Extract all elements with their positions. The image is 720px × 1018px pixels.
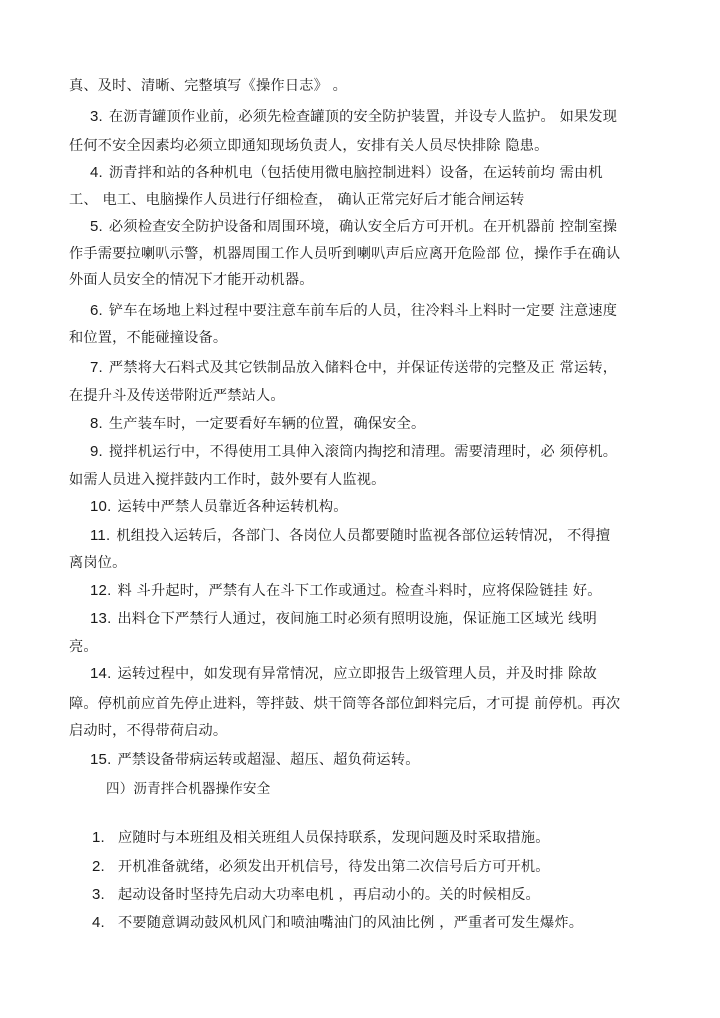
section-heading: 四）沥青拌合机器操作安全 (106, 781, 271, 797)
item-number: 9. (90, 443, 103, 460)
text-line: 严禁将大石料式及其它铁制品放入储料仓中，并保证传送带的完整及正 常运转， (108, 360, 618, 376)
item-text: 开机准备就绪，必须发出开机信号，待发出第二次信号后方可开机。 (118, 859, 550, 875)
list-item-10 (90, 497, 348, 517)
text-line: 工、 电工、电脑操作人员进行仔细检查， 确认正常完好后才能合闸运转 (69, 192, 525, 208)
text-line: 运转过程中，如发现有异常情况，应立即报告上级管理人员，并及时排 除故 (117, 666, 597, 682)
item-text: 不要随意调动鼓风机风门和喷油嘴油门的风油比例 ，严重者可发生爆炸。 (118, 915, 584, 931)
text-line: 真、及时、清晰、完整填写《操作日志》 。 (69, 78, 348, 94)
list-item-14 (90, 664, 597, 684)
text-line: 亮。 (69, 639, 98, 655)
item-number: 14. (90, 665, 112, 682)
item-number: 2. (92, 858, 105, 875)
list-item-9 (90, 442, 617, 462)
item-number: 1. (92, 829, 105, 846)
text-line: 铲车在场地上料过程中要注意车前车后的人员，往冷料斗上料时一定要 注意速度 (108, 303, 618, 319)
item-number: 12. (90, 582, 112, 599)
text-line: 启动时，不得带荷启动。 (69, 723, 228, 739)
list-item-8 (90, 414, 425, 434)
item-number: 7. (90, 359, 103, 376)
text-line: 生产装车时，一定要看好车辆的位置，确保安全。 (108, 416, 426, 432)
list-item-11 (90, 526, 610, 546)
list-item-7 (90, 358, 617, 378)
text-line: 料 斗升起时，严禁有人在斗下工作或通过。检查斗料时，应将保险链挂 好。 (117, 583, 602, 599)
list-item-5 (90, 217, 617, 237)
text-line: 在提升斗及传送带附近严禁站人。 (69, 388, 285, 404)
section-item-1 (92, 828, 550, 848)
item-text: 起动设备时坚持先启动大功率电机 ，再启动小的。关的时候相反。 (118, 887, 540, 903)
text-line: 和位置，不能碰撞设备。 (69, 330, 228, 346)
text-line: 机组投入运转后，各部门、各岗位人员都要随时监视各部位运转情况， 不得擅 (116, 528, 611, 544)
text-line: 如需人员进入搅拌鼓内工作时，鼓外要有人监视。 (69, 472, 386, 488)
text-line: 离岗位。 (69, 555, 127, 571)
text-line: 必须检查安全防护设备和周围环境，确认安全后方可开机。在开机器前 控制室操 (108, 219, 618, 235)
list-item-6 (90, 301, 617, 321)
list-item-12 (90, 581, 602, 601)
text-line: 搅拌机运行中，不得使用工具伸入滚筒内掏挖和清理。需要清理时，必 须停机。 (108, 444, 618, 460)
item-number: 10. (90, 498, 112, 515)
text-line: 作手需要拉喇叭示警，机器周围工作人员听到喇叭声后应离开危险部 位，操作手在确认 (69, 246, 621, 262)
item-number: 3. (90, 108, 103, 125)
item-text: 应随时与本班组及相关班组人员保持联系，发现问题及时采取措施。 (118, 830, 550, 846)
list-item-4 (90, 163, 603, 183)
item-number: 6. (90, 302, 103, 319)
item-number: 13. (90, 610, 112, 627)
item-number: 15. (90, 751, 112, 768)
list-item-15 (90, 750, 420, 770)
list-item-3 (90, 107, 617, 127)
item-number: 3. (92, 886, 105, 903)
item-number: 4. (90, 164, 103, 181)
item-number: 5. (90, 218, 103, 235)
section-item-3 (92, 885, 540, 905)
text-line: 在沥青罐顶作业前，必须先检查罐顶的安全防护装置，并设专人监护。 如果发现 (108, 109, 618, 125)
text-line: 外面人员安全的情况下才能开动机器。 (69, 272, 314, 288)
text-line: 障。停机前应首先停止进料，等拌鼓、烘干筒等各部位卸料完后，才可提 前停机。再次 (69, 696, 621, 712)
item-number: 8. (90, 415, 103, 432)
text-line: 严禁设备带病运转或超湿、超压、超负荷运转。 (117, 752, 420, 768)
item-number: 4. (92, 914, 105, 931)
text-line: 任何不安全因素均必须立即通知现场负责人，安排有关人员尽快排除 隐患。 (69, 138, 549, 154)
text-line: 运转中严禁人员靠近各种运转机构。 (117, 499, 348, 515)
text-line: 沥青拌和站的各种机电（包括使用微电脑控制进料）设备，在运转前均 需由机 (108, 165, 603, 181)
item-number: 11. (90, 527, 111, 544)
list-item-13 (90, 609, 597, 629)
section-item-2 (92, 857, 550, 877)
text-line: 出料仓下严禁行人通过，夜间施工时必须有照明设施，保证施工区域光 线明 (117, 611, 597, 627)
section-item-4 (92, 913, 583, 933)
